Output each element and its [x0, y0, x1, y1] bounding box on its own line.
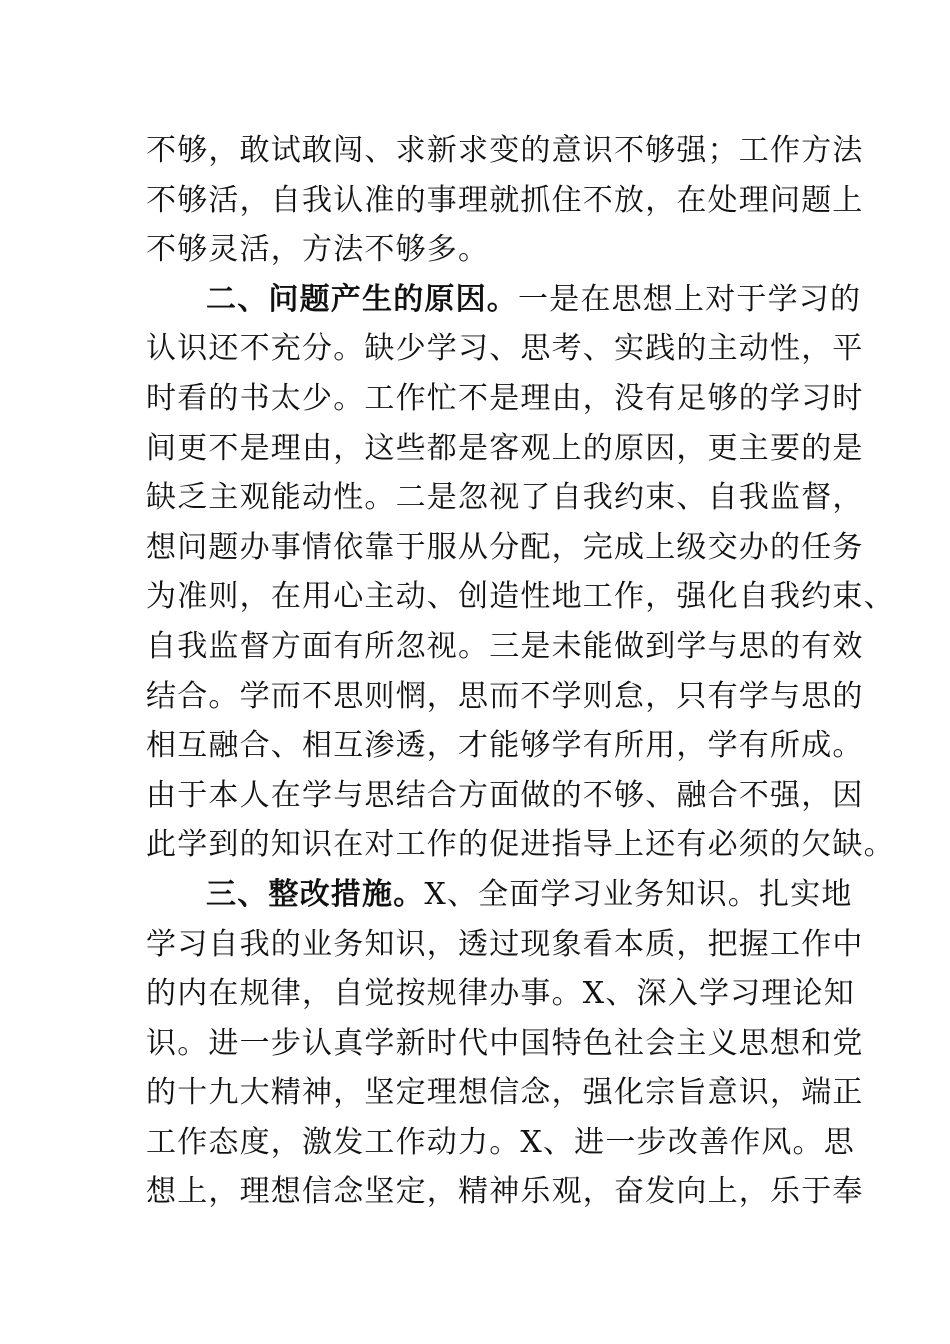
text-line	[146, 473, 864, 523]
text-line	[146, 969, 855, 1019]
text-line	[146, 225, 808, 275]
line-text: 的内在规律，自觉按规律办事。X、深入学习理论知	[146, 976, 855, 1012]
section-heading-measures: 三、整改措施。	[206, 876, 425, 912]
text-line	[146, 374, 864, 424]
line-text: 不够活，自我认准的事理就抓住不放，在处理问题上	[146, 182, 864, 218]
line-text: 学习自我的业务知识，透过现象看本质，把握工作中	[146, 926, 864, 962]
line-text: 自我监督方面有所忽视。三是未能做到学与思的有效	[146, 628, 864, 664]
line-text: 想上，理想信念坚定，精神乐观，奋发向上，乐于奉	[146, 1174, 864, 1210]
section-heading-line	[146, 275, 862, 325]
line-text: 相互融合、相互渗透，才能够学有所用，学有所成。	[146, 728, 864, 764]
line-text: 此学到的知识在对工作的促进指导上还有必须的欠缺。	[146, 827, 895, 863]
text-line	[146, 572, 895, 622]
text-line	[146, 771, 864, 821]
line-text: 识。进一步认真学新时代中国特色社会主义思想和党	[146, 1025, 864, 1061]
line-text: 间更不是理由，这些都是客观上的原因，更主要的是	[146, 430, 864, 466]
line-text: 为准则，在用心主动、创造性地工作，强化自我约束、	[146, 579, 895, 615]
text-line	[146, 920, 864, 970]
text-line	[146, 523, 864, 573]
text-line	[146, 721, 864, 771]
text-line	[146, 1019, 864, 1069]
text-line	[146, 176, 864, 226]
line-text: 结合。学而不思则惘，思而不学则怠，只有学与思的	[146, 678, 864, 714]
text-line	[146, 1068, 864, 1118]
line-text: 时看的书太少。工作忙不是理由，没有足够的学习时	[146, 380, 864, 416]
line-text: 一是在思想上对于学习的	[518, 281, 862, 317]
line-text: 不够灵活，方法不够多。	[146, 232, 490, 268]
line-text: 不够，敢试敢闯、求新求变的意识不够强；工作方法	[146, 133, 864, 168]
text-line	[146, 1118, 855, 1168]
text-line	[146, 622, 864, 672]
line-text: 由于本人在学与思结合方面做的不够、融合不强，因	[146, 777, 864, 813]
line-text: X、全面学习业务知识。扎实地	[424, 876, 853, 912]
text-line	[146, 424, 864, 474]
line-text: 想问题办事情依靠于服从分配，完成上级交办的任务	[146, 529, 864, 565]
text-line	[146, 324, 864, 374]
section-heading-line	[146, 870, 853, 920]
text-line	[146, 820, 895, 870]
line-text: 缺乏主观能动性。二是忽视了自我约束、自我监督，	[146, 480, 864, 516]
text-line	[146, 1167, 864, 1217]
line-text: 的十九大精神，坚定理想信念，强化宗旨意识，端正	[146, 1075, 864, 1111]
document-body	[146, 126, 895, 1217]
section-heading-causes: 二、问题产生的原因。	[206, 281, 518, 317]
line-text: 认识还不充分。缺少学习、思考、实践的主动性，平	[146, 331, 864, 367]
text-line	[146, 672, 864, 722]
text-line	[146, 126, 864, 176]
line-text: 工作态度，激发工作动力。X、进一步改善作风。思	[146, 1124, 855, 1160]
